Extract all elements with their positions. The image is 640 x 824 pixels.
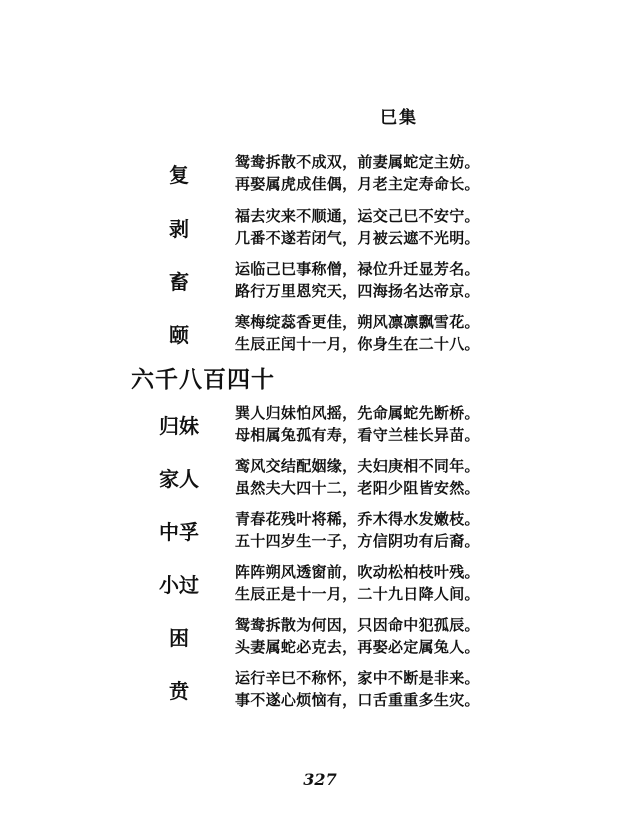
entry-verse [235,561,480,605]
verse-line: 几番不遂若闭气，月被云遮不光明。 [235,229,480,247]
verse-line: 头妻属蛇必克去，再娶必定属兔人。 [235,638,480,656]
entry-verse [235,402,480,446]
entry-verse [235,508,480,552]
entry [0,258,640,302]
entry [0,311,640,355]
entry [0,205,640,249]
verse-line: 路行万里恩究天，四海扬名达帝京。 [235,282,480,300]
verse-line: 鸾风交结配姻缘，夫妇庚相不同年。 [235,457,480,475]
verse-line: 虽然夫大四十二，老阳少阻皆安然。 [235,479,480,497]
verse-line: 运行辛巳不称怀，家中不断是非来。 [235,669,480,687]
verse-line: 五十四岁生一子，方信阴功有后裔。 [235,532,480,550]
verse-line: 事不遂心烦恼有，口舌重重多生灾。 [235,691,480,709]
entry-verse [235,667,480,711]
page-header: 巳集 [380,108,418,128]
verse-line: 生辰正闰十一月，你身生在二十八。 [235,335,480,353]
entry-verse [235,311,480,355]
entry-name: 剥 [169,217,189,241]
entry-verse [235,258,480,302]
verse-line: 青春花残叶将稀，乔木得水发嫩枝。 [235,510,480,528]
section-title: 六千八百四十 [131,366,275,393]
entry [0,151,640,195]
verse-line: 福去灾来不顺通，运交己巳不安宁。 [235,207,480,225]
verse-line: 运临己巳事称僧，禄位升迁显芳名。 [235,260,480,278]
entry [0,508,640,552]
page-number: 327 [303,770,337,789]
entry [0,455,640,499]
entry [0,667,640,711]
entry-name: 小过 [159,573,199,597]
entry-name: 归妹 [159,414,199,438]
verse-line: 生辰正是十一月，二十九日降人间。 [235,585,480,603]
verse-line: 鸳鸯拆散不成双，前妻属蛇定主妨。 [235,153,480,171]
verse-line: 寒梅绽蕊香更佳，朔风凛凛飘雪花。 [235,313,480,331]
entry-name: 贲 [169,679,189,703]
entry [0,614,640,658]
verse-line: 巽人归妹怕风摇，先命属蛇先断桥。 [235,404,480,422]
entry [0,561,640,605]
entry-verse [235,205,480,249]
entry-verse [235,455,480,499]
entry-verse [235,614,480,658]
verse-line: 鸳鸯拆散为何因，只因命中犯孤辰。 [235,616,480,634]
entry-name: 复 [169,163,189,187]
entry [0,402,640,446]
entry-name: 困 [169,626,189,650]
verse-line: 母相属兔孤有寿，看守兰桂长异苗。 [235,426,480,444]
entry-name: 颐 [169,323,189,347]
entry-name: 家人 [159,467,199,491]
entry-name: 中孚 [159,520,199,544]
entry-name: 畜 [169,270,189,294]
entry-verse [235,151,480,195]
verse-line: 再娶属虎成佳偶，月老主定寿命长。 [235,175,480,193]
verse-line: 阵阵朔风透窗前，吹动松柏枝叶残。 [235,563,480,581]
